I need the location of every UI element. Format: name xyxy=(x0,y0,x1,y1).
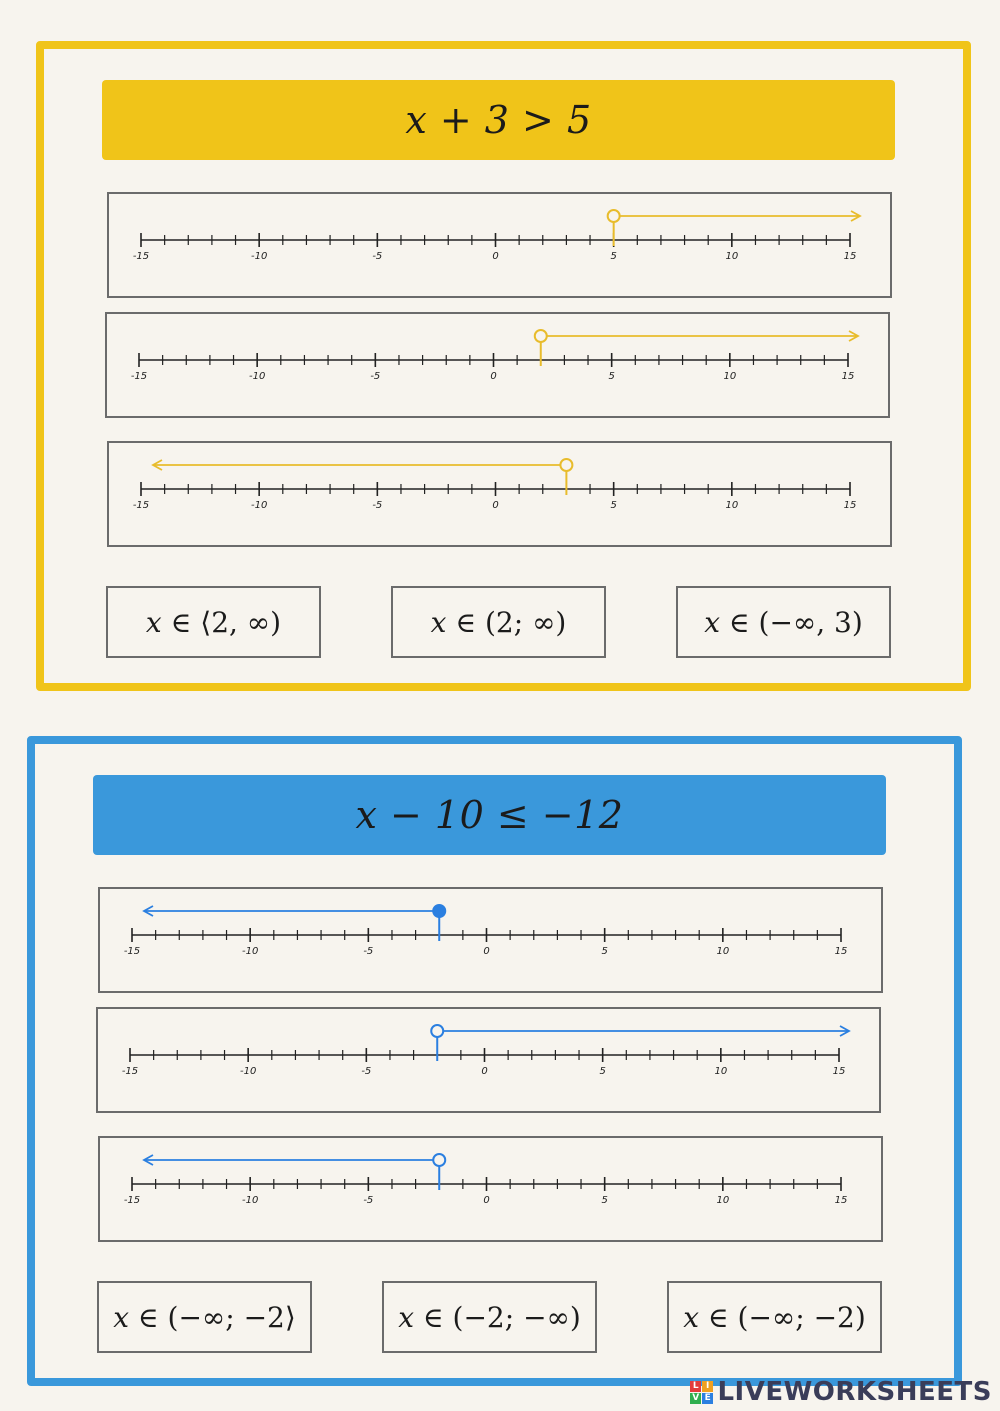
answer-interval: (−∞; −2⟩ xyxy=(167,1300,296,1334)
tick-label: -10 xyxy=(250,500,268,511)
answer-var: x xyxy=(113,1300,129,1334)
section-2-title-text: x − 10 ≤ −12 xyxy=(355,793,624,837)
number-line-svg xyxy=(100,889,881,991)
tick-label: 15 xyxy=(843,251,857,262)
tick-label: -15 xyxy=(132,500,150,511)
section-2-number-line-2[interactable] xyxy=(96,1007,881,1113)
tick-label: -15 xyxy=(132,251,150,262)
answer-var: x xyxy=(398,1300,414,1334)
tick-label: -10 xyxy=(241,1195,259,1206)
section-1-answer-3[interactable] xyxy=(676,586,891,658)
tick-label: 0 xyxy=(481,1066,488,1077)
number-line-svg xyxy=(98,1009,879,1111)
open-point-marker xyxy=(431,1025,443,1037)
open-point-marker xyxy=(560,459,572,471)
answer-interval: (−∞; −2) xyxy=(737,1300,866,1334)
tick-label: 15 xyxy=(834,1195,848,1206)
tick-label: 5 xyxy=(610,251,617,262)
tick-label: 0 xyxy=(483,1195,490,1206)
liveworksheets-logo xyxy=(690,1377,992,1407)
tick-label: -10 xyxy=(241,946,259,957)
tick-label: 10 xyxy=(716,1195,730,1206)
tick-label: -10 xyxy=(239,1066,257,1077)
tick-label: 0 xyxy=(492,500,499,511)
logo-icon xyxy=(690,1381,713,1404)
answer-interval: (2; ∞) xyxy=(485,605,567,639)
tick-label: 0 xyxy=(490,371,497,382)
answer-op: ∈ xyxy=(137,1300,159,1334)
number-line-svg xyxy=(109,443,890,545)
answer-var: x xyxy=(145,605,162,639)
tick-label: 0 xyxy=(492,251,499,262)
tick-label: -5 xyxy=(370,371,381,382)
tick-label: -5 xyxy=(372,500,383,511)
section-1-answer-1[interactable] xyxy=(106,586,321,658)
number-line-svg xyxy=(100,1138,881,1240)
tick-label: 15 xyxy=(832,1066,846,1077)
logo-letter: L xyxy=(690,1381,701,1392)
tick-label: -10 xyxy=(250,251,268,262)
open-point-marker xyxy=(608,210,620,222)
answer-var: x xyxy=(430,605,447,639)
open-point-marker xyxy=(535,330,547,342)
tick-label: 5 xyxy=(608,371,615,382)
tick-label: -15 xyxy=(121,1066,139,1077)
tick-label: -5 xyxy=(372,251,383,262)
section-1-number-line-3[interactable] xyxy=(107,441,892,547)
tick-label: -10 xyxy=(248,371,266,382)
answer-interval: (−∞, 3) xyxy=(758,605,863,639)
answer-var: x xyxy=(683,1300,699,1334)
logo-letter: V xyxy=(692,1392,700,1403)
answer-op: ∈ xyxy=(728,605,750,639)
logo-letter: E xyxy=(702,1393,713,1404)
tick-label: 0 xyxy=(483,946,490,957)
tick-label: 5 xyxy=(610,500,617,511)
tick-label: -5 xyxy=(363,946,374,957)
section-1-answer-2[interactable] xyxy=(391,586,606,658)
tick-label: 5 xyxy=(599,1066,606,1077)
closed-point-marker xyxy=(433,905,445,917)
section-1-title xyxy=(102,80,895,160)
tick-label: 15 xyxy=(834,946,848,957)
tick-label: -5 xyxy=(361,1066,372,1077)
answer-interval: ⟨2, ∞) xyxy=(200,605,282,639)
tick-label: -5 xyxy=(363,1195,374,1206)
answer-op: ∈ xyxy=(170,605,192,639)
section-1-title-text: x + 3 > 5 xyxy=(405,98,592,142)
brand-name: LIVEWORKSHEETS xyxy=(717,1377,992,1407)
answer-op: ∈ xyxy=(422,1300,444,1334)
section-2-title xyxy=(93,775,886,855)
logo-letter: I xyxy=(702,1381,713,1392)
tick-label: -15 xyxy=(123,1195,141,1206)
section-1-number-line-2[interactable] xyxy=(105,312,890,418)
tick-label: 15 xyxy=(841,371,855,382)
section-1-number-line-1[interactable] xyxy=(107,192,892,298)
tick-label: -15 xyxy=(130,371,148,382)
answer-var: x xyxy=(704,605,720,639)
tick-label: 10 xyxy=(716,946,730,957)
tick-label: 10 xyxy=(725,251,739,262)
tick-label: 15 xyxy=(843,500,857,511)
answer-interval: (−2; −∞) xyxy=(452,1300,581,1334)
open-point-marker xyxy=(433,1154,445,1166)
answer-op: ∈ xyxy=(455,605,477,639)
tick-label: -15 xyxy=(123,946,141,957)
number-line-svg xyxy=(107,314,888,416)
section-2-answer-2[interactable] xyxy=(382,1281,597,1353)
section-2-number-line-1[interactable] xyxy=(98,887,883,993)
tick-label: 10 xyxy=(725,500,739,511)
tick-label: 10 xyxy=(723,371,737,382)
section-2-answer-3[interactable] xyxy=(667,1281,882,1353)
section-2-number-line-3[interactable] xyxy=(98,1136,883,1242)
section-2-answer-1[interactable] xyxy=(97,1281,312,1353)
tick-label: 10 xyxy=(714,1066,728,1077)
tick-label: 5 xyxy=(601,1195,608,1206)
tick-label: 5 xyxy=(601,946,608,957)
number-line-svg xyxy=(109,194,890,296)
answer-op: ∈ xyxy=(707,1300,729,1334)
